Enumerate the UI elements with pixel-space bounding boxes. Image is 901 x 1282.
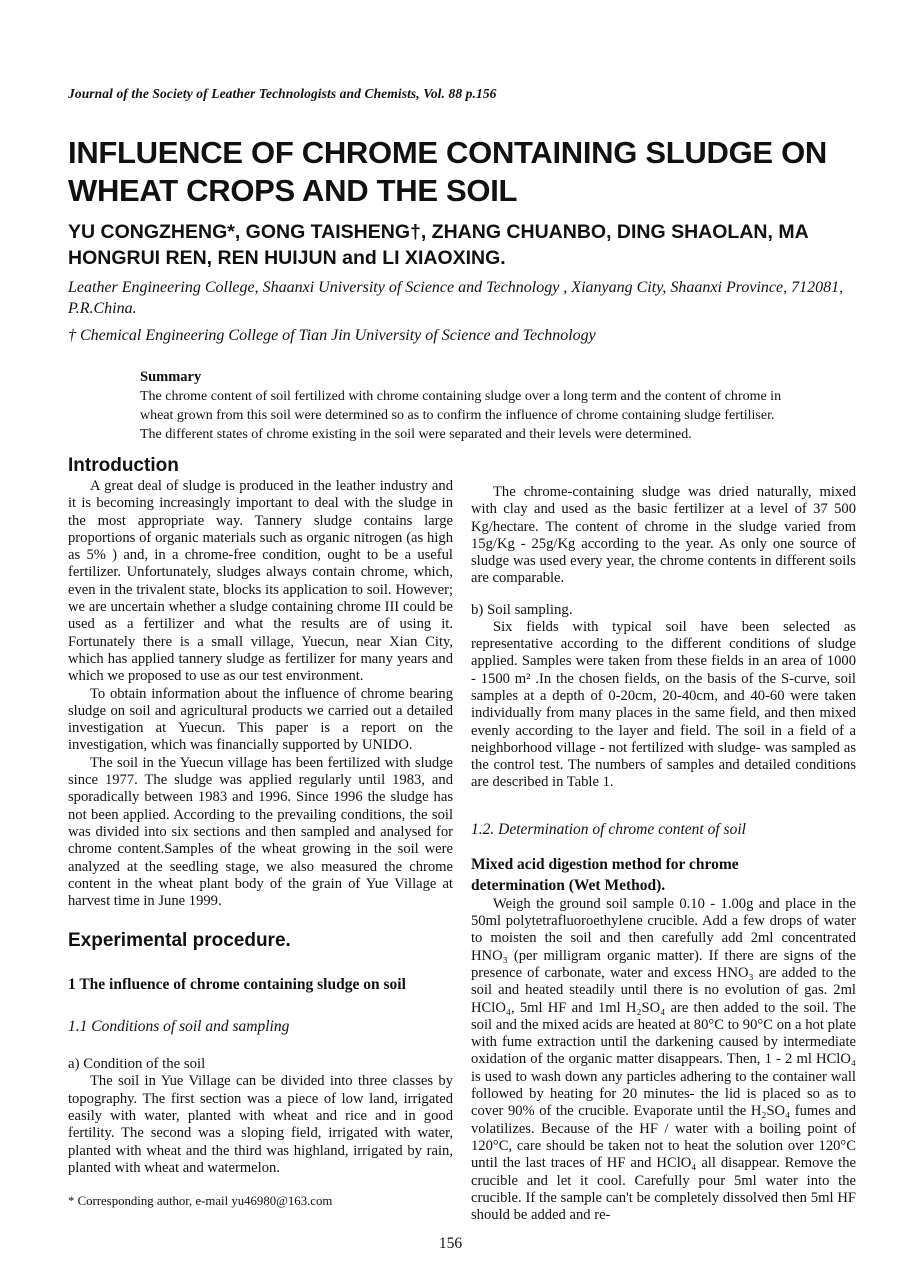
affiliation-primary: Leather Engineering College, Shaanxi University of Science and Technology , Xianyang City, Shaanxi Province, 712081, P.R.China. [68, 279, 844, 317]
summary-heading: Summary [140, 369, 202, 385]
affiliation-secondary: † Chemical Engineering College of Tian Jin University of Science and Technology [68, 327, 596, 344]
subsection-b-heading: b) Soil sampling. [471, 601, 573, 618]
journal-header: Journal of the Society of Leather Technologists and Chemists, Vol. 88 p.156 [68, 86, 497, 101]
intro-paragraph-3: The soil in the Yuecun village has been fertilized with sludge since 1977. The sludge was applied regularly until 1983, and sporadically between 1983 and 1996. Since 1996 the sludge has not been applied. According to the prevailing conditions, the soil was divided into six sections and then sampled and analysed for chrome content.Samples of the wheat growing in the soil were analyzed at the seedling stage, we also measured the chrome content in the wheat plant body of the grain of Yue Village at harvest time in June 1999. [68, 754, 453, 910]
section-1-heading: 1 The influence of chrome containing sludge on soil [68, 976, 406, 994]
left-column [68, 454, 453, 1224]
intro-paragraph-2: To obtain information about the influence of chrome bearing sludge on soil and agricultural products we carried out a detailed investigation at Yuecun. This paper is a report on the investigation, which was financially supported by UNIDO. [68, 685, 453, 754]
summary-block [140, 368, 795, 444]
paper-title: INFLUENCE OF CHROME CONTAINING SLUDGE ON WHEAT CROPS AND THE SOIL [68, 135, 827, 208]
wet-method-paragraph: Weigh the ground soil sample 0.10 - 1.00g and place in the 50ml polytetrafluoroethylene crucible. Add a few drops of water to moisten the soil and then carefully add 2ml concentrated HNO₃ (per milligram organic matter). If there are signs of the presence of carbonate, water and excess HNO₃ are added to the soil and heated steadily until there is no evolution of gas. 2ml HClO₄, 5ml HF and 1ml H₂SO₄ are then added to the soil. The soil and the mixed acids are heated at 80°C to 90°C on a hot plate with fume extraction until the darkening caused by intermediate oxidation of the organic matter disappears. Then, 1 - 2 ml HClO₄ is used to wash down any particles adhering to the container wall followed by heating for 20 minutes- the lid is placed so as to cover 90% of the crucible. Evaporate until the H₂SO₄ fumes and volatilizes. Because of the HF / water with a boiling point of 120°C, care should be taken not to heat the solution over 120°C until the last traces of HF and HClO₄ all disappear. Remove the crucible and let it cool. Carefully pour 5ml water into the crucible. If the sample can't be completely dissolved then 5ml HF should be added and re- [471, 895, 856, 1224]
page-content [68, 0, 857, 1224]
right-column [471, 454, 856, 1224]
soil-sampling-paragraph: Six fields with typical soil have been selected as representative according to the different conditions of sludge applied. Samples were taken from these fields in an area of 1000 - 1500 m² .In the chosen fields, on the basis of the S-curve, soil samples at a depth of 0-20cm, 20-40cm, and 40-60 were taken individually from many places in the same field, and then mixed evenly according to the layer and field. The soil in a field of a neighborhood village - not fertilized with sludge- was sampled as the control test. The numbers of samples and detailed conditions are described in Table 1. [471, 618, 856, 791]
experimental-procedure-heading: Experimental procedure. [68, 930, 291, 952]
two-column-body [68, 454, 857, 1224]
intro-paragraph-1: A great deal of sludge is produced in the leather industry and it is becoming increasingly important to deal with the sludge in the most appropriate way. Tannery sludge contains large proportions of organic materials such as organic nitrogen (as high as 5% ) and, in a chrome-free condition, ought to be a useful fertilizer. Unfortunately, sludges always contain chrome, which, even in the trivalent state, blocks its application to soil. However; we are uncertain whether a sludge containing chrome III could be used as a fertilizer and what the results are of using it. Fortunately there is a small village, Yuecun, near Xian City, which has applied tannery sludge as fertilizer for many years and which we proposed to use as our test environment. [68, 478, 453, 685]
page-number: 156 [438, 1235, 463, 1252]
sludge-fertilizer-paragraph: The chrome-containing sludge was dried naturally, mixed with clay and used as the basic fertilizer at a level of 37 500 Kg/hectare. The content of chrome in the sludge varied from 15g/Kg - 25g/Kg according to the year. As only one source of sludge was used every year, the chrome contents in different soils are comparable. [471, 484, 856, 587]
soil-condition-paragraph: The soil in Yue Village can be divided into three classes by topography. The first section was a piece of low land, irrigated easily with water, planted with wheat and rice and in good fertility. The second was a sloping field, irrigated with water, planted with wheat and the third was highland, irrigated by rain, planted with wheat and watermelon. [68, 1073, 453, 1176]
introduction-heading: Introduction [68, 455, 179, 476]
section-1-2-heading: 1.2. Determination of chrome content of soil [471, 820, 746, 838]
corresponding-author-footnote: * Corresponding author, e-mail yu46980@163.com [68, 1194, 333, 1209]
summary-body: The chrome content of soil fertilized with chrome containing sludge over a long term and the content of chrome in wheat grown from this soil were determined so as to confirm the influence of chrome containing sludge fertiliser. The different states of chrome existing in the soil were separated and their levels were determined. [140, 389, 782, 442]
section-1-1-heading: 1.1 Conditions of soil and sampling [68, 1018, 290, 1036]
authors-line: YU CONGZHENG*, GONG TAISHENG†, ZHANG CHUANBO, DING SHAOLAN, MA HONGRUI REN, REN HUIJUN and LI XIAOXING. [68, 221, 808, 269]
wet-method-heading: Mixed acid digestion method for chrome determination (Wet Method). [471, 855, 739, 894]
subsection-a-heading: a) Condition of the soil [68, 1056, 206, 1073]
